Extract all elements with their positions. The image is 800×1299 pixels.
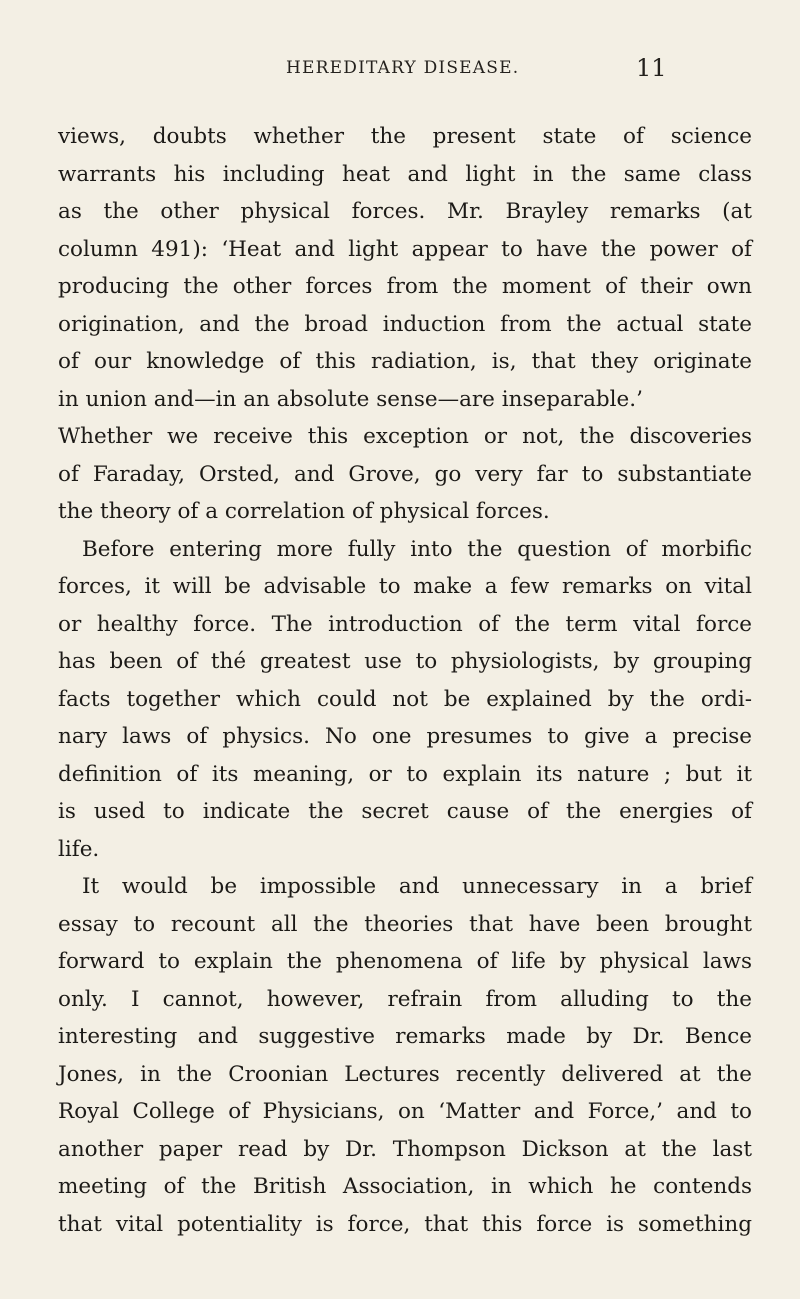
text-line: forward to explain the phenomena of life by physical laws (58, 949, 752, 974)
body-text (58, 118, 752, 1243)
text-line: has been of thé greatest use to physiologists, by grouping (58, 649, 752, 674)
text-line: origination, and the broad induction from the actual state (58, 311, 752, 337)
text-line: views, doubts whether the present state of science (58, 124, 752, 149)
text-line: of Faraday, Orsted, and Grove, go very far to substantiate (58, 461, 752, 487)
text-line: is used to indicate the secret cause of the energies of (58, 799, 752, 824)
text-line: that vital potentiality is force, that this force is something (58, 1211, 752, 1237)
text-line: It would be impossible and unnecessary in a brief (82, 874, 752, 899)
text-line: nary laws of physics. No one presumes to give a precise (58, 724, 752, 749)
text-line: Jones, in the Croonian Lectures recently delivered at the (58, 1061, 752, 1087)
text-line: Whether we receive this exception or not, the discoveries (58, 424, 752, 449)
text-line: only. I cannot, however, refrain from alluding to the (58, 986, 752, 1012)
text-line: in union and—in an absolute sense—are inseparable.’ (58, 386, 643, 412)
text-line: warrants his including heat and light in the same class (58, 161, 752, 187)
text-line: definition of its meaning, or to explain its nature ; but it (58, 761, 752, 787)
text-line: meeting of the British Association, in which he contends (58, 1174, 752, 1199)
text-line: another paper read by Dr. Thompson Dickson at the last (58, 1136, 752, 1162)
text-line: the theory of a correlation of physical forces. (58, 499, 550, 524)
text-line: life. (58, 836, 100, 862)
text-line: Royal College of Physicians, on ‘Matter and Force,’ and to (58, 1099, 752, 1124)
text-line: forces, it will be advisable to make a few remarks on vital (58, 574, 752, 599)
page-number: 11 (636, 54, 667, 82)
text-line: facts together which could not be explained by the ordi- (58, 686, 752, 712)
text-line: essay to recount all the theories that have been brought (58, 911, 752, 937)
text-line: column 491): ‘Heat and light appear to have the power of (58, 236, 752, 262)
text-line: interesting and suggestive remarks made by Dr. Bence (58, 1024, 752, 1049)
text-line: or healthy force. The introduction of the term vital force (58, 611, 752, 637)
text-line: Before entering more fully into the question of morbific (82, 536, 752, 562)
text-line: of our knowledge of this radiation, is, that they originate (58, 349, 752, 374)
running-head (0, 54, 800, 90)
text-line: as the other physical forces. Mr. Brayley remarks (at (58, 199, 752, 224)
running-title: HEREDITARY DISEASE. (286, 58, 520, 78)
text-line: producing the other forces from the moment of their own (58, 274, 752, 299)
